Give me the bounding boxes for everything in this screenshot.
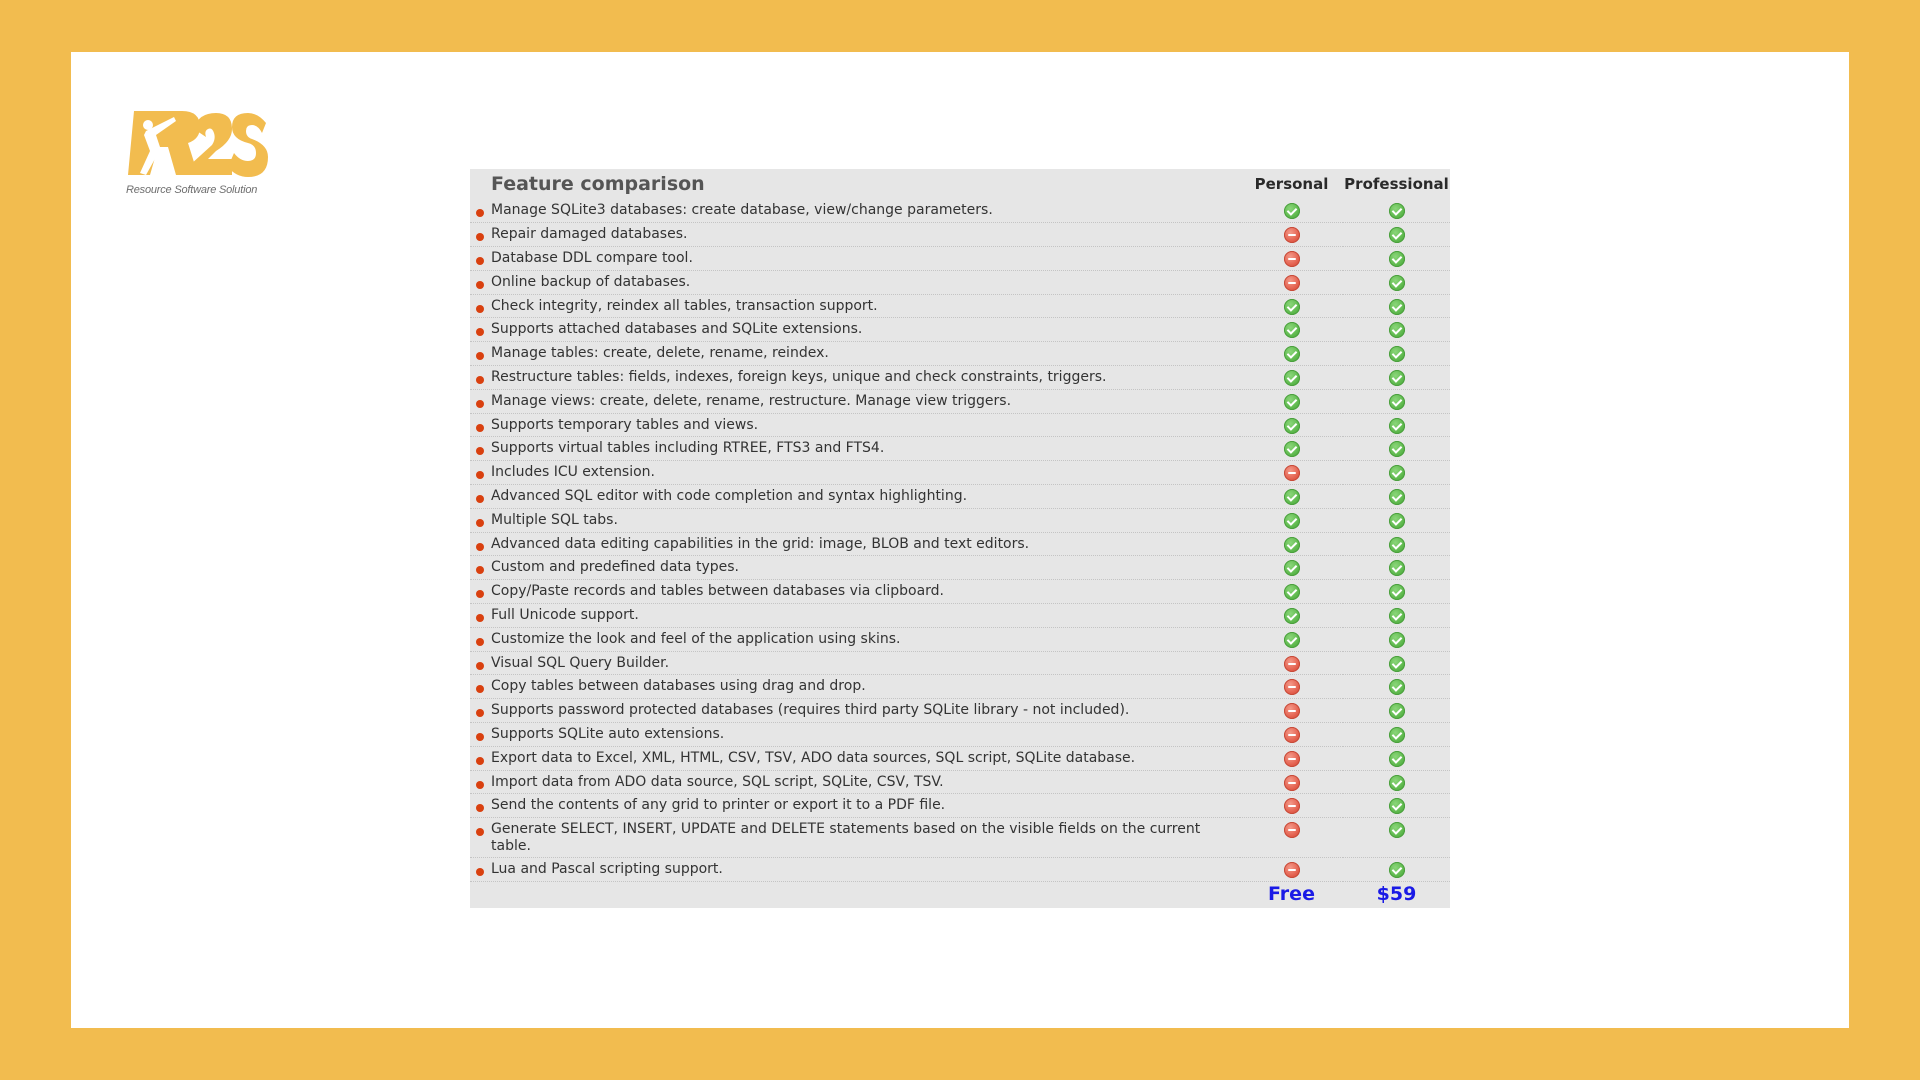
table-row	[470, 818, 1450, 858]
check-icon	[1284, 560, 1300, 576]
personal-cell	[1240, 199, 1343, 223]
check-icon	[1389, 299, 1405, 315]
professional-cell	[1343, 318, 1450, 342]
professional-cell	[1343, 746, 1450, 770]
feature-cell	[470, 580, 1240, 604]
bullet-icon	[476, 543, 484, 551]
check-icon	[1389, 227, 1405, 243]
bullet-icon	[476, 781, 484, 789]
minus-circle-icon	[1284, 775, 1300, 791]
feature-label: Custom and predefined data types.	[491, 559, 739, 576]
feature-cell	[470, 651, 1240, 675]
feature-label: Includes ICU extension.	[491, 464, 656, 481]
professional-cell	[1343, 604, 1450, 628]
minus-circle-icon	[1284, 862, 1300, 878]
professional-cell	[1343, 461, 1450, 485]
table-title: Feature comparison	[491, 173, 705, 195]
minus-circle-icon	[1284, 251, 1300, 267]
bullet-icon	[476, 614, 484, 622]
feature-cell	[470, 532, 1240, 556]
feature-cell	[470, 699, 1240, 723]
bullet-icon	[476, 257, 484, 265]
table-row	[470, 794, 1450, 818]
check-icon	[1389, 560, 1405, 576]
feature-label: Customize the look and feel of the application using skins.	[491, 630, 901, 647]
personal-cell	[1240, 366, 1343, 390]
professional-cell	[1343, 270, 1450, 294]
check-icon	[1389, 727, 1405, 743]
feature-label: Copy tables between databases using drag and drop.	[491, 678, 866, 695]
column-header-personal: Personal	[1254, 175, 1329, 193]
check-icon	[1284, 370, 1300, 386]
feature-label: Check integrity, reindex all tables, transaction support.	[491, 297, 878, 314]
feature-cell	[470, 485, 1240, 509]
feature-label: Advanced data editing capabilities in the grid: image, BLOB and text editors.	[491, 535, 1030, 552]
check-icon	[1389, 251, 1405, 267]
professional-cell	[1343, 770, 1450, 794]
professional-cell	[1343, 627, 1450, 651]
professional-cell	[1343, 818, 1450, 858]
personal-cell	[1240, 556, 1343, 580]
bullet-icon	[476, 233, 484, 241]
bullet-icon	[476, 352, 484, 360]
feature-label: Advanced SQL editor with code completion and syntax highlighting.	[491, 488, 968, 505]
table-row	[470, 199, 1450, 223]
check-icon	[1389, 632, 1405, 648]
personal-cell	[1240, 223, 1343, 247]
personal-cell	[1240, 270, 1343, 294]
feature-comparison-table	[470, 169, 1450, 908]
bullet-icon	[476, 590, 484, 598]
personal-cell	[1240, 858, 1343, 882]
personal-cell	[1240, 413, 1343, 437]
professional-cell	[1343, 389, 1450, 413]
feature-cell	[470, 270, 1240, 294]
feature-label: Import data from ADO data source, SQL script, SQLite, CSV, TSV.	[491, 773, 944, 790]
minus-circle-icon	[1284, 679, 1300, 695]
check-icon	[1284, 418, 1300, 434]
minus-circle-icon	[1284, 751, 1300, 767]
minus-circle-icon	[1284, 465, 1300, 481]
personal-cell	[1240, 461, 1343, 485]
table-row	[470, 389, 1450, 413]
bullet-icon	[476, 209, 484, 217]
check-icon	[1389, 346, 1405, 362]
feature-label: Restructure tables: fields, indexes, foreign keys, unique and check constraints, triggers.	[491, 369, 1107, 386]
bullet-icon	[476, 495, 484, 503]
feature-cell	[470, 318, 1240, 342]
price-professional[interactable]: $59	[1376, 883, 1417, 906]
feature-label: Manage SQLite3 databases: create database, view/change parameters.	[491, 202, 993, 218]
personal-cell	[1240, 627, 1343, 651]
professional-cell	[1343, 556, 1450, 580]
professional-cell	[1343, 366, 1450, 390]
personal-cell	[1240, 437, 1343, 461]
check-icon	[1389, 370, 1405, 386]
table-row	[470, 556, 1450, 580]
check-icon	[1284, 203, 1300, 219]
company-logo[interactable]	[126, 105, 276, 200]
table-row	[470, 437, 1450, 461]
professional-cell	[1343, 675, 1450, 699]
check-icon	[1389, 465, 1405, 481]
feature-cell	[470, 770, 1240, 794]
professional-cell	[1343, 794, 1450, 818]
table-row	[470, 247, 1450, 271]
table-row	[470, 723, 1450, 747]
professional-cell	[1343, 532, 1450, 556]
bullet-icon	[476, 471, 484, 479]
check-icon	[1389, 513, 1405, 529]
professional-cell	[1343, 858, 1450, 882]
bullet-icon	[476, 376, 484, 384]
bullet-icon	[476, 281, 484, 289]
bullet-icon	[476, 733, 484, 741]
personal-cell	[1240, 294, 1343, 318]
feature-cell	[470, 508, 1240, 532]
table-row	[470, 461, 1450, 485]
feature-label: Visual SQL Query Builder.	[491, 654, 670, 671]
table-row	[470, 675, 1450, 699]
personal-cell	[1240, 389, 1343, 413]
check-icon	[1389, 203, 1405, 219]
feature-label: Export data to Excel, XML, HTML, CSV, TSV, ADO data sources, SQL script, SQLite database.	[491, 749, 1136, 766]
check-icon	[1284, 441, 1300, 457]
professional-cell	[1343, 437, 1450, 461]
personal-cell	[1240, 818, 1343, 858]
professional-cell	[1343, 294, 1450, 318]
table-row	[470, 413, 1450, 437]
minus-circle-icon	[1284, 727, 1300, 743]
feature-label: Lua and Pascal scripting support.	[491, 861, 723, 878]
check-icon	[1389, 489, 1405, 505]
check-icon	[1284, 632, 1300, 648]
professional-cell	[1343, 699, 1450, 723]
table-row	[470, 699, 1450, 723]
feature-cell	[470, 199, 1240, 223]
check-icon	[1389, 418, 1405, 434]
feature-cell	[470, 794, 1240, 818]
minus-circle-icon	[1284, 822, 1300, 838]
professional-cell	[1343, 508, 1450, 532]
feature-label: Supports attached databases and SQLite extensions.	[491, 321, 863, 338]
personal-cell	[1240, 770, 1343, 794]
check-icon	[1389, 703, 1405, 719]
feature-label: Multiple SQL tabs.	[491, 511, 618, 528]
bullet-icon	[476, 662, 484, 670]
table-row	[470, 604, 1450, 628]
check-icon	[1284, 608, 1300, 624]
personal-cell	[1240, 604, 1343, 628]
table-row	[470, 508, 1450, 532]
feature-label: Generate SELECT, INSERT, UPDATE and DELETE statements based on the visible fields on the current table.	[491, 821, 1201, 855]
check-icon	[1284, 489, 1300, 505]
feature-label: Manage views: create, delete, rename, restructure. Manage view triggers.	[491, 392, 1012, 409]
feature-cell	[470, 461, 1240, 485]
feature-cell	[470, 413, 1240, 437]
bullet-icon	[476, 305, 484, 313]
bullet-icon	[476, 638, 484, 646]
professional-cell	[1343, 247, 1450, 271]
feature-label: Send the contents of any grid to printer or export it to a PDF file.	[491, 797, 946, 814]
minus-circle-icon	[1284, 227, 1300, 243]
table-row	[470, 485, 1450, 509]
check-icon	[1389, 798, 1405, 814]
table-row	[470, 858, 1450, 882]
table-row	[470, 532, 1450, 556]
personal-cell	[1240, 485, 1343, 509]
feature-cell	[470, 723, 1240, 747]
bullet-icon	[476, 868, 484, 876]
personal-cell	[1240, 580, 1343, 604]
check-icon	[1284, 346, 1300, 362]
bullet-icon	[476, 424, 484, 432]
feature-cell	[470, 627, 1240, 651]
table-row	[470, 651, 1450, 675]
feature-label: Repair damaged databases.	[491, 226, 688, 243]
minus-circle-icon	[1284, 798, 1300, 814]
check-icon	[1284, 537, 1300, 553]
bullet-icon	[476, 519, 484, 527]
table-header-row	[470, 169, 1450, 199]
personal-cell	[1240, 746, 1343, 770]
feature-cell	[470, 366, 1240, 390]
professional-cell	[1343, 485, 1450, 509]
check-icon	[1284, 322, 1300, 338]
feature-cell	[470, 746, 1240, 770]
logo-tagline: Resource Software Solution	[126, 184, 258, 196]
table-row	[470, 746, 1450, 770]
personal-cell	[1240, 342, 1343, 366]
minus-circle-icon	[1284, 703, 1300, 719]
professional-cell	[1343, 651, 1450, 675]
bullet-icon	[476, 804, 484, 812]
table-row	[470, 580, 1450, 604]
bullet-icon	[476, 685, 484, 693]
table-row	[470, 627, 1450, 651]
feature-cell	[470, 247, 1240, 271]
feature-label: Supports password protected databases (requires third party SQLite library - not included).	[491, 702, 1130, 719]
feature-cell	[470, 858, 1240, 882]
check-icon	[1284, 394, 1300, 410]
feature-cell	[470, 437, 1240, 461]
personal-cell	[1240, 651, 1343, 675]
professional-cell	[1343, 199, 1450, 223]
price-personal[interactable]: Free	[1268, 883, 1315, 906]
feature-label: Online backup of databases.	[491, 273, 691, 290]
bullet-icon	[476, 328, 484, 336]
bullet-icon	[476, 709, 484, 717]
professional-cell	[1343, 580, 1450, 604]
feature-cell	[470, 818, 1240, 858]
check-icon	[1389, 775, 1405, 791]
check-icon	[1389, 275, 1405, 291]
feature-label: Manage tables: create, delete, rename, reindex.	[491, 345, 829, 362]
personal-cell	[1240, 247, 1343, 271]
table-row	[470, 342, 1450, 366]
feature-cell	[470, 556, 1240, 580]
table-row	[470, 366, 1450, 390]
table-row	[470, 318, 1450, 342]
check-icon	[1389, 537, 1405, 553]
bullet-icon	[476, 828, 484, 836]
feature-cell	[470, 389, 1240, 413]
feature-label: Supports SQLite auto extensions.	[491, 726, 725, 743]
professional-cell	[1343, 723, 1450, 747]
personal-cell	[1240, 508, 1343, 532]
table-row	[470, 270, 1450, 294]
check-icon	[1389, 441, 1405, 457]
personal-cell	[1240, 318, 1343, 342]
professional-cell	[1343, 342, 1450, 366]
check-icon	[1389, 822, 1405, 838]
table-row	[470, 223, 1450, 247]
table-row	[470, 770, 1450, 794]
price-row-spacer	[470, 882, 1240, 908]
bullet-icon	[476, 757, 484, 765]
check-icon	[1389, 322, 1405, 338]
feature-label: Supports virtual tables including RTREE, FTS3 and FTS4.	[491, 440, 885, 457]
professional-cell	[1343, 223, 1450, 247]
column-header-professional: Professional	[1344, 175, 1449, 193]
check-icon	[1389, 584, 1405, 600]
personal-cell	[1240, 532, 1343, 556]
check-icon	[1284, 584, 1300, 600]
feature-label: Full Unicode support.	[491, 607, 639, 624]
feature-cell	[470, 604, 1240, 628]
check-icon	[1284, 513, 1300, 529]
check-icon	[1389, 751, 1405, 767]
feature-cell	[470, 223, 1240, 247]
check-icon	[1389, 394, 1405, 410]
professional-cell	[1343, 413, 1450, 437]
personal-cell	[1240, 723, 1343, 747]
bullet-icon	[476, 447, 484, 455]
personal-cell	[1240, 794, 1343, 818]
feature-label: Database DDL compare tool.	[491, 250, 693, 267]
table-row	[470, 294, 1450, 318]
check-icon	[1389, 608, 1405, 624]
bullet-icon	[476, 400, 484, 408]
feature-cell	[470, 675, 1240, 699]
r2s-logo-mark-icon	[128, 105, 268, 179]
minus-circle-icon	[1284, 275, 1300, 291]
feature-label: Supports temporary tables and views.	[491, 416, 759, 433]
personal-cell	[1240, 699, 1343, 723]
feature-label: Copy/Paste records and tables between databases via clipboard.	[491, 583, 945, 600]
personal-cell	[1240, 675, 1343, 699]
check-icon	[1389, 656, 1405, 672]
bullet-icon	[476, 566, 484, 574]
check-icon	[1284, 299, 1300, 315]
price-row	[470, 882, 1450, 908]
minus-circle-icon	[1284, 656, 1300, 672]
check-icon	[1389, 862, 1405, 878]
feature-cell	[470, 342, 1240, 366]
check-icon	[1389, 679, 1405, 695]
feature-cell	[470, 294, 1240, 318]
